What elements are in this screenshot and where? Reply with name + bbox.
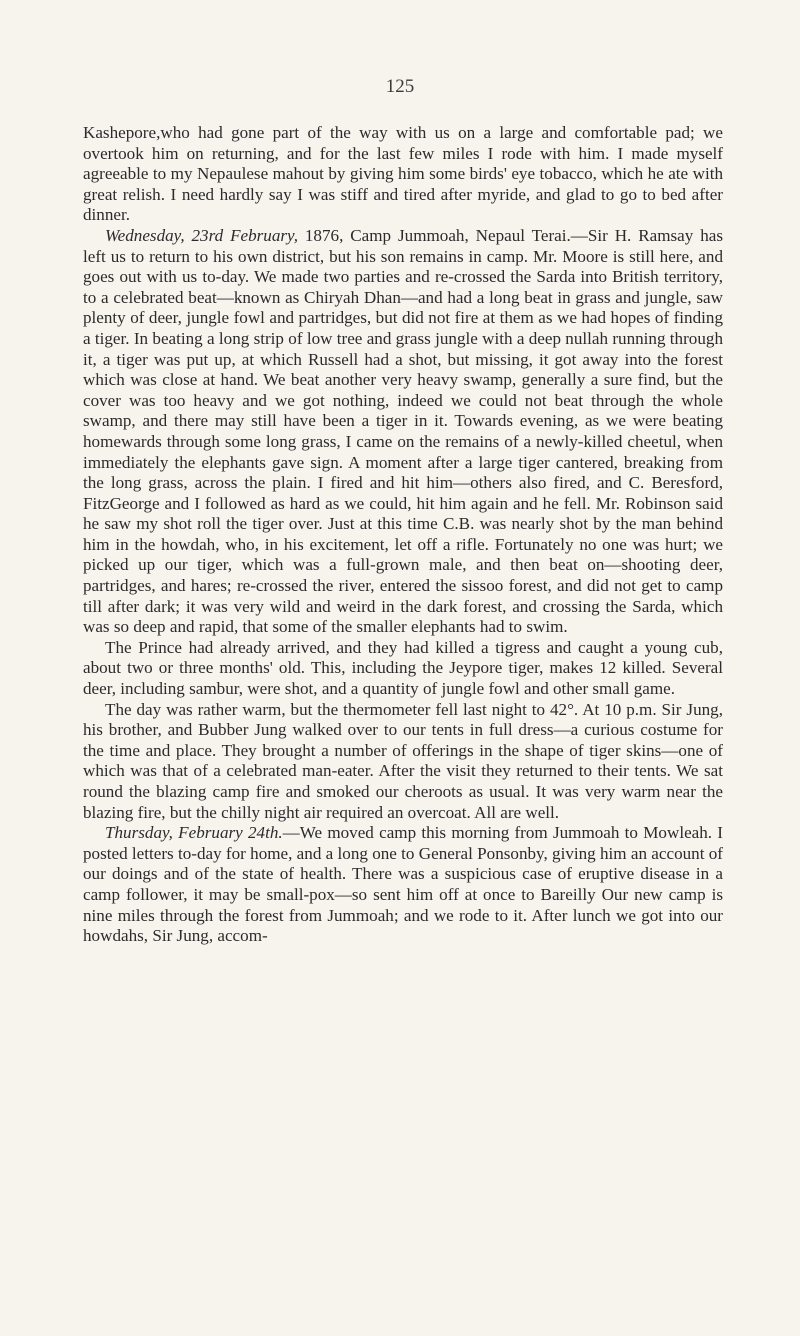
paragraph-text: 1876, Camp Jummoah, Nepaul Terai.—Sir H. Ramsay has left us to return to his own district, but his son remains in camp. Mr. Moore is still here, and goes out with us to-day. We made two parties and re-crossed the Sarda into British territory, to a celebrated beat—known as Chiryah Dhan—and had a long beat in grass and jungle, saw plenty of deer, jungle fowl and partridges, but did not fire at them as we had hopes of finding a tiger. In beating a long strip of low tree and grass jungle with a deep nullah running through it, a tiger was put up, at which Russell had a shot, but missing, it got away into the forest which was close at hand. We beat another very heavy swamp, generally a sure find, but the cover was too heavy and we got nothing, indeed we could not beat through the whole swamp, and there may still have been a tiger in it. Towards evening, as we were beating homewards through some long grass, I came on the remains of a newly-killed cheetul, when immediately the elephants gave sign. A moment after a large tiger cantered, breaking from the long grass, across the plain. I fired and hit him—others also fired, and C. Beresford, FitzGeorge and I followed as hard as we could, hit him again and he fell. Mr. Robinson said he saw my shot roll the tiger over. Just at this time C.B. was nearly shot by the man behind him in the howdah, who, in his excitement, let off a rifle. Fortunately no one was hurt; we picked up our tiger, which was a full-grown male, and then beat on—shooting deer, partridges, and hares; re-crossed the river, entered the sissoo forest, and did not get to camp till after dark; it was very wild and weird in the dark forest, and crossing the Sarda, which was so deep and rapid, that some of the smaller elephants had to swim. <box>83 225 723 637</box>
paragraph-2 <box>83 226 723 638</box>
page-number: 125 <box>385 76 415 97</box>
diary-date: Wednesday, 23rd February, <box>105 225 298 245</box>
paragraph-4 <box>83 700 723 824</box>
paragraph-text: The Prince had already arrived, and they had killed a tigress and caught a young cub, about two or three months' old. This, including the Jeypore tiger, makes 12 killed. Several deer, including sambur, were shot, and a quantity of jungle fowl and other small game. <box>83 637 723 699</box>
paragraph-3 <box>83 638 723 700</box>
paragraph-1 <box>83 123 723 226</box>
diary-date: Thursday, February 24th. <box>105 823 283 843</box>
paragraph-5 <box>83 823 723 947</box>
page-body <box>83 123 723 947</box>
paragraph-text: The day was rather warm, but the thermometer fell last night to 42°. At 10 p.m. Sir Jung, his brother, and Bubber Jung walked over to our tents in full dress—a curious costume for the time and place. They brought a number of offerings in the shape of tiger skins—one of which was that of a celebrated man-eater. After the visit they returned to their tents. We sat round the blazing camp fire and smoked our cheroots as usual. It was very warm near the blazing fire, but the chilly night air required an overcoat. All are well. <box>83 699 723 822</box>
paragraph-text: Kashepore,who had gone part of the way with us on a large and comfortable pad; we overtook him on returning, and for the last few miles I rode with him. I made myself agreeable to my Nepaulese mahout by giving him some birds' eye tobacco, which he ate with great relish. I need hardly say I was stiff and tired after myride, and glad to go to bed after dinner. <box>83 123 723 225</box>
paragraph-text: —We moved camp this morning from Jummoah to Mowleah. I posted letters to-day for home, and a long one to General Ponsonby, giving him an account of our doings and of the state of health. There was a suspicious case of eruptive disease in a camp follower, it may be small-pox—so sent him off at once to Bareilly Our new camp is nine miles through the forest from Jummoah; and we rode to it. After lunch we got into our howdahs, Sir Jung, accom- <box>83 823 724 946</box>
